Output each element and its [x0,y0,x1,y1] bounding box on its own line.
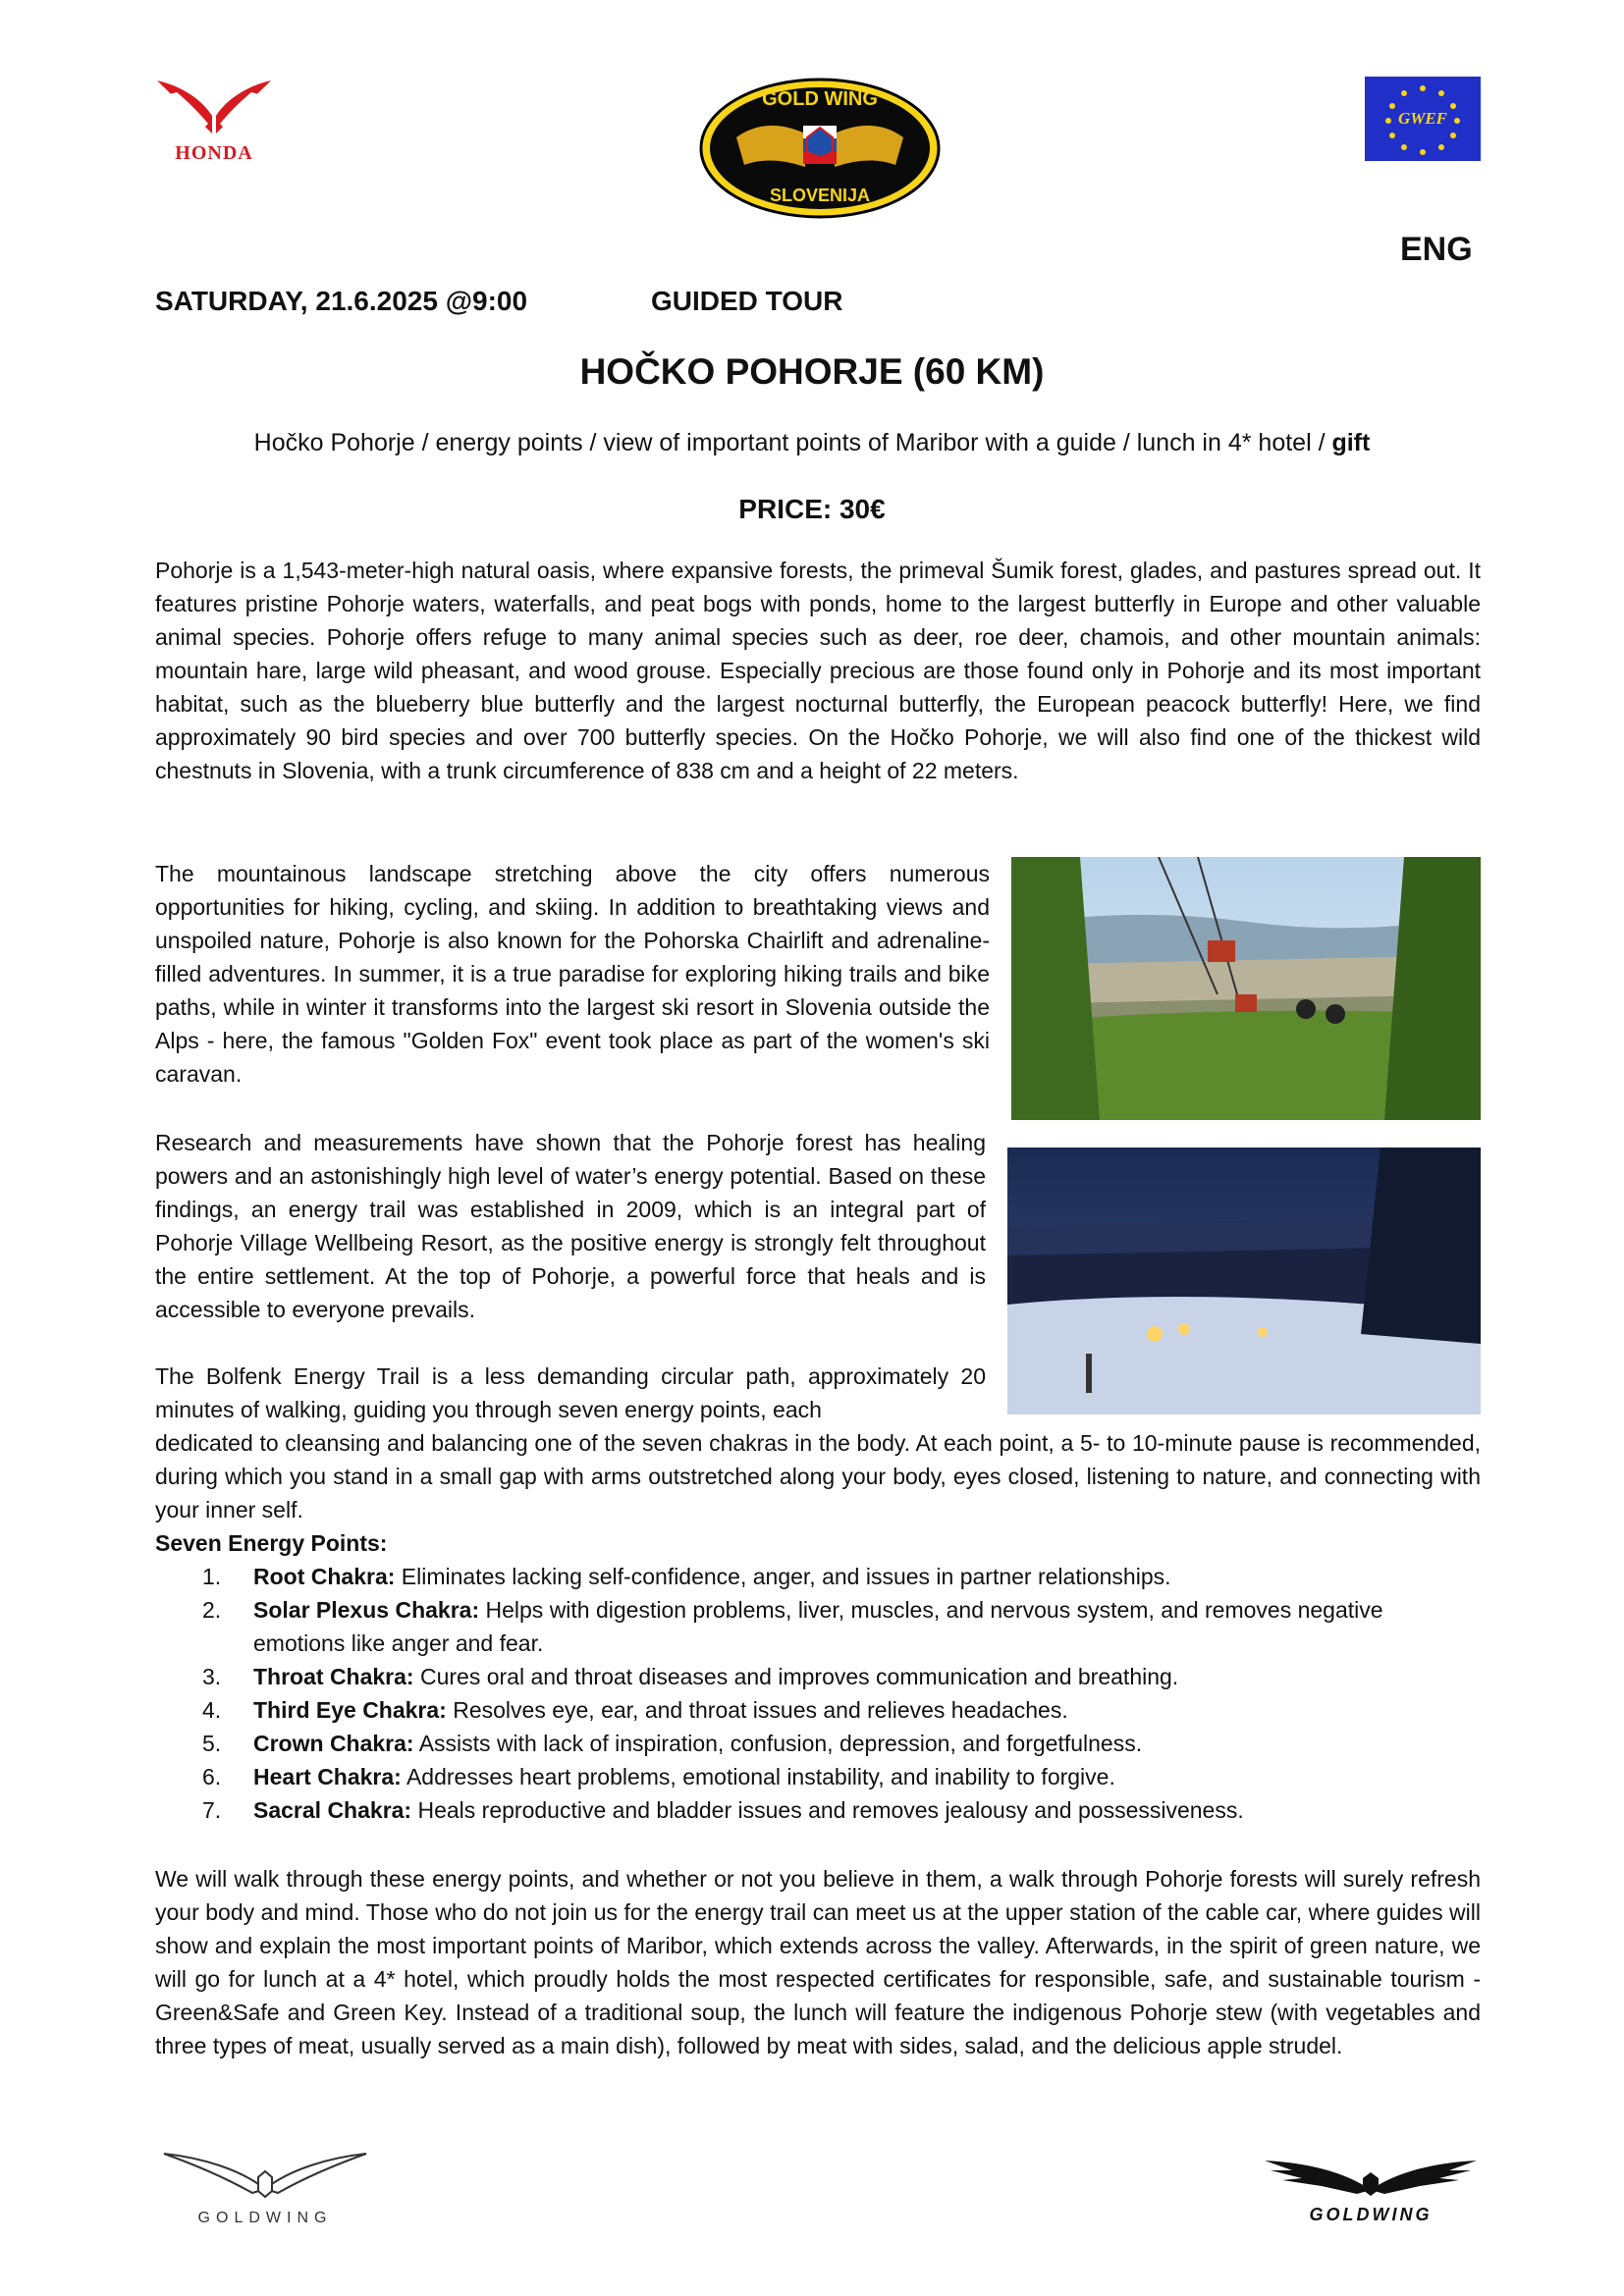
event-date: SATURDAY, 21.6.2025 @9:00 [155,286,528,316]
event-subtitle-text: Hočko Pohorje / energy points / view of important points of Maribor with a guide / lunch in 4* hotel / [253,429,1332,456]
honda-text: HONDA [175,142,253,164]
paragraph-bolfenk-trail-b: dedicated to cleansing and balancing one of the seven chakras in the body. At each point, a 5- to 10-minute pause is recommended, during which you stand in a small gap with arms outstretched along your body, eyes closed, listening to nature, and connecting with your inner self. [155,1430,1481,1522]
event-type: GUIDED TOUR [651,286,843,316]
list-number: 2. [202,1597,222,1623]
goldwing-slovenija-logo [697,77,943,220]
honda-wing-icon [155,77,273,135]
chakra-name: Root Chakra: [253,1564,396,1589]
goldwing-logo-right [1263,2155,1479,2233]
list-item [155,1593,1481,1660]
list-item [155,1793,1481,1827]
event-subtitle [0,429,1624,457]
list-number: 4. [202,1697,222,1723]
goldwing-bottom-text: SLOVENIJA [769,186,871,205]
photo-ski-resort-night [1007,1148,1481,1415]
goldwing-logo-left [162,2150,368,2228]
goldwing-left-text: GOLDWING [197,2210,333,2226]
list-item [155,1727,1481,1760]
chakra-name: Sacral Chakra: [253,1797,412,1823]
gwef-text: GWEF [1397,109,1448,128]
list-item [155,1560,1481,1593]
chakra-description: Eliminates lacking self-confidence, anger, and issues in partner relationships. [395,1564,1171,1589]
chakra-description: Resolves eye, ear, and throat issues and relieves headaches. [446,1697,1068,1723]
list-number: 3. [202,1664,222,1689]
chakra-description: Helps with digestion problems, liver, muscles, and nervous system, and removes negative emotions like anger and fear. [253,1597,1383,1656]
list-number: 1. [202,1564,222,1589]
paragraph-pohorje-intro: Pohorje is a 1,543-meter-high natural oasis, where expansive forests, the primeval Šumik forest, glades, and pastures spread out. It features pristine Pohorje waters, waterfalls, and peat bogs with ponds, home to the largest butterfly in Europe and other valuable animal species. Pohorje offers refuge to many animal species such as deer, roe deer, chamois, and other mountain animals: mountain hare, large wild pheasant, and wood grouse. Especially precious are those found only in Pohorje and its most important habitat, such as the blueberry blue butterfly and the largest nocturnal butterfly, the European peacock butterfly! Here, we find approximately 90 bird species and over 700 butterfly species. On the Hočko Pohorje, we will also find one of the thickest wild chestnuts in Slovenia, with a trunk circumference of 838 cm and a height of 22 meters. [155,558,1481,783]
chakra-description: Heals reproductive and bladder issues and removes jealousy and possessiveness. [411,1797,1244,1823]
honda-logo [155,77,273,165]
chakra-list [155,1560,1481,1827]
list-item [155,1760,1481,1793]
goldwing-wing-icon [162,2150,368,2201]
goldwing-right-text: GOLDWING [1309,2205,1433,2224]
list-number: 6. [202,1764,222,1789]
language-label: ENG [1400,231,1473,268]
list-number: 7. [202,1797,222,1823]
paragraph-walk-and-lunch: We will walk through these energy points, and whether or not you believe in them, a walk through Pohorje forests will surely refresh your body and mind. Those who do not join us for the energy trail can meet us at the upper station of the cable car, where guides will show and explain the most important points of Maribor, which extends across the valley. Afterwards, in the spirit of green nature, we will go for lunch at a 4* hotel, which proudly holds the most respected certificates for responsible, safe, and sustainable tourism - Green&Safe and Green Key. Instead of a traditional soup, the lunch will feature the indigenous Pohorje stew (with vegetables and three types of meat, usually served as a main dish), followed by meat with sides, salad, and the delicious apple strudel. [155,1866,1481,2058]
list-item [155,1660,1481,1693]
event-price: PRICE: 30€ [738,494,886,524]
event-title: HOČKO POHORJE (60 KM) [579,351,1045,392]
chakra-name: Third Eye Chakra: [253,1697,447,1723]
goldwing-top-text: GOLD WING [762,88,878,110]
chakra-name: Solar Plexus Chakra: [253,1597,480,1623]
chakra-name: Crown Chakra: [253,1731,414,1756]
list-number: 5. [202,1731,222,1756]
chakra-description: Cures oral and throat diseases and improves communication and breathing. [413,1664,1179,1689]
energy-points-title: Seven Energy Points: [155,1530,388,1556]
photo-chairlift-summer [1011,857,1481,1120]
gwef-logo [1365,77,1481,161]
paragraph-bolfenk-trail-a: The Bolfenk Energy Trail is a less demanding circular path, approximately 20 minutes of walking, guiding you through seven energy points, each [155,1363,986,1422]
goldwing-wing-icon [1263,2155,1479,2198]
chakra-description: Addresses heart problems, emotional instability, and inability to forgive. [401,1764,1115,1789]
paragraph-mountain-landscape: The mountainous landscape stretching above the city offers numerous opportunities for hiking, cycling, and skiing. In addition to breathtaking views and unspoiled nature, Pohorje is also known for the Pohorska Chairlift and adrenaline-filled adventures. In summer, it is a true paradise for exploring hiking trails and bike paths, while in winter it transforms into the largest ski resort in Slovenia outside the Alps - here, the famous "Golden Fox" event took place as part of the women's ski caravan. [155,861,990,1087]
chakra-description: Assists with lack of inspiration, confusion, depression, and forgetfulness. [413,1731,1143,1756]
chakra-name: Heart Chakra: [253,1764,402,1789]
paragraph-energy-research: Research and measurements have shown that the Pohorje forest has healing powers and an astonishingly high level of water’s energy potential. Based on these findings, an energy trail was established in 2009, which is an integral part of Pohorje Village Wellbeing Resort, as the positive energy is strongly felt throughout the entire settlement. At the top of Pohorje, a powerful force that heals and is accessible to everyone prevails. [155,1130,986,1322]
list-item [155,1693,1481,1727]
chakra-name: Throat Chakra: [253,1664,414,1689]
event-subtitle-gift: gift [1331,429,1371,456]
